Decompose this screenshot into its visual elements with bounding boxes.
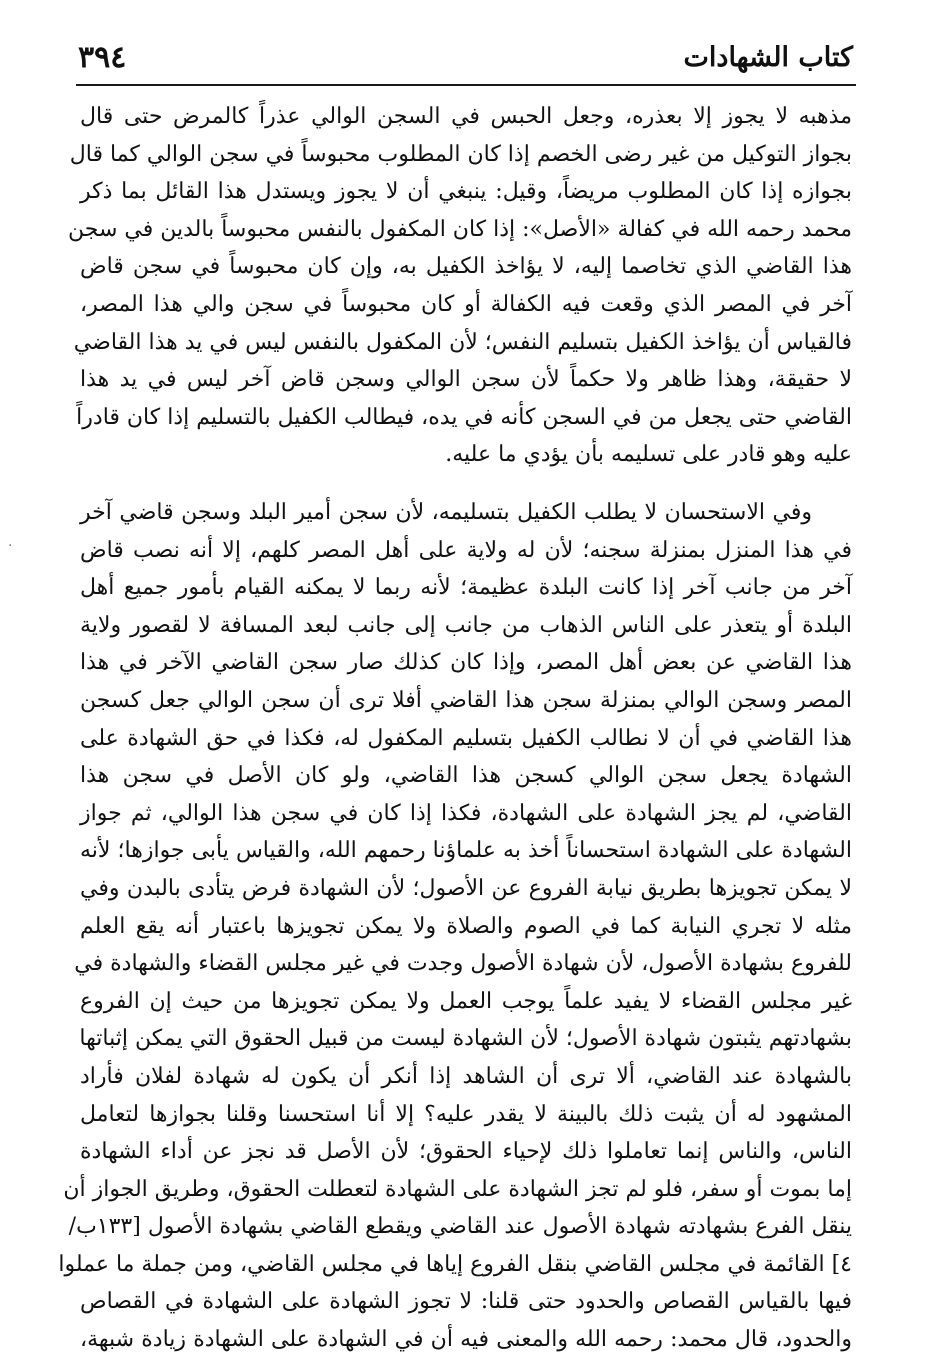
text-line: لا يمكن تجويزها بطريق نيابة الفروع عن الأصول؛ لأن الشهادة فرض يتأدى بالبدن وفي (80, 875, 852, 901)
text-line: المشهود له أن يثبت ذلك بالبينة لا يقدر عليه؟ إلا أنا استحسنا وقلنا بجوازها لتعامل (80, 1101, 852, 1127)
running-header (78, 38, 853, 82)
text-line: مثله لا تجري النيابة كما في الصوم والصلاة ولا يمكن تجويزها باعتبار أنه يقع العلم (80, 913, 852, 939)
text-line: الشهادة على الشهادة استحساناً أخذ به علماؤنا رحمهم الله، والقياس يأبى جوازها؛ لأنه (80, 838, 852, 864)
text-line: القاضي حتى يجعل من في السجن كأنه في يده، فيطالب الكفيل بالتسليم إذا كان قادراً (76, 404, 852, 430)
text-line: والحدود، قال محمد: رحمه الله والمعنى فيه أن في الشهادة على الشهادة زيادة شبهة، (80, 1327, 852, 1353)
text-line: في هذا المنزل بمنزلة سجنه؛ لأن له ولاية على أهل المصر كلهم، إلا أنه نصب قاض (80, 537, 852, 563)
text-line: ينقل الفرع بشهادته شهادة الأصول عند القاضي ويقطع القاضي بشهادة الأصول [١٣٣ب/ (68, 1214, 852, 1240)
paragraph-2 (58, 494, 852, 1359)
stray-mark: · (8, 538, 13, 554)
text-line: لا حقيقة، وهذا ظاهر ولا حكماً لأن سجن الوالي وسجن قاض آخر ليس في يد هذا (80, 367, 852, 393)
header-rule (76, 84, 856, 86)
text-line: البلدة أو يتعذر على الناس الذهاب من جانب إلى جانب لبعد المسافة لا لقصور ولاية (80, 612, 852, 638)
text-line: آخر في المصر الذي وقعت فيه الكفالة أو كان محبوساً في سجن والي هذا المصر، (80, 291, 852, 317)
text-line: إما بموت أو سفر، فلو لم تجز الشهادة على الشهادة لتعطلت الحقوق، وطريق الجواز أن (63, 1176, 852, 1202)
text-line: بالشهادة عند القاضي، ألا ترى أن الشاهد إذا أنكر أن يكون له شهادة لفلان فأراد (80, 1063, 852, 1089)
text-line: الشهادة يجعل سجن الوالي كسجن هذا القاضي، ولو كان الأصل في سجن هذا (80, 763, 852, 789)
text-line: هذا القاضي الذي تخاصما إليه، لا يؤاخذ الكفيل به، وإن كان محبوساً في سجن قاض (80, 254, 852, 280)
text-line: بجواز التوكيل من غير رضى الخصم إذا كان المطلوب محبوساً في سجن الوالي كما قال (69, 141, 852, 167)
text-line: ٤] القائمة في مجلس القاضي بنقل الفروع إياها في مجلس القاضي، ومن جملة ما عملوا (58, 1251, 852, 1277)
text-line: هذا القاضي في أن لا نطالب الكفيل بتسليم المكفول له، فكذا في حق الشهادة على (80, 725, 852, 751)
text-line: محمد رحمه الله في كفالة «الأصل»: إذا كان المكفول بالنفس محبوساً بالدين في سجن (68, 216, 852, 242)
book-title: كتاب الشهادات (683, 42, 853, 73)
text-line: بشهادتهم يثبتون شهادة الأصول؛ لأن الشهادة ليست من قبيل الحقوق التي يمكن إثباتها (79, 1026, 852, 1052)
page-number: ٣٩٤ (78, 40, 127, 75)
paragraph-1 (68, 98, 852, 474)
text-line: عليه وهو قادر على تسليمه بأن يؤدي ما عليه. (445, 442, 852, 468)
text-line: غير مجلس القضاء لا يفيد علماً يوجب العمل ولا يمكن تجويزها من حيث إن الفروع (80, 988, 852, 1014)
text-line: المصر وسجن الوالي بمنزلة سجن هذا القاضي أفلا ترى أن سجن الوالي جعل كسجن (80, 687, 852, 713)
text-line: الناس، والناس إنما تعاملوا ذلك لإحياء الحقوق؛ لأن الأصل قد نجز عن أداء الشهادة (80, 1139, 852, 1165)
text-line: فيها بالقياس القصاص والحدود حتى قلنا: لا تجوز الشهادة على الشهادة في القصاص (80, 1289, 852, 1315)
text-line: فالقياس أن يؤاخذ الكفيل بتسليم النفس؛ لأن المكفول بالنفس ليس في يد هذا القاضي (73, 329, 852, 355)
text-line: للفروع بشهادة الأصول، لأن شهادة الأصول وجدت في غير مجلس القضاء والشهادة في (74, 951, 852, 977)
text-line: القاضي، لم يجز الشهادة على الشهادة، فكذا إذا كان في سجن هذا الوالي، ثم جواز (80, 800, 852, 826)
text-line: مذهبه لا يجوز إلا بعذره، وجعل الحبس في السجن الوالي عذراً كالمرض حتى قال (80, 104, 852, 129)
text-line: بجوازه إذا كان المطلوب مريضاً، وقيل: ينبغي أن لا يجوز ويستدل هذا القائل بما ذكر (80, 179, 852, 205)
text-line: هذا القاضي عن بعض أهل المصر، وإذا كان كذلك صار سجن القاضي الآخر في هذا (80, 650, 852, 676)
text-line: آخر من جانب آخر إذا كانت البلدة عظيمة؛ لأنه ربما لا يمكنه القيام بأمور جميع أهل (80, 575, 852, 601)
text-line: وفي الاستحسان لا يطلب الكفيل بتسليمه، لأن سجن أمير البلد وسجن قاضي آخر (80, 500, 812, 525)
